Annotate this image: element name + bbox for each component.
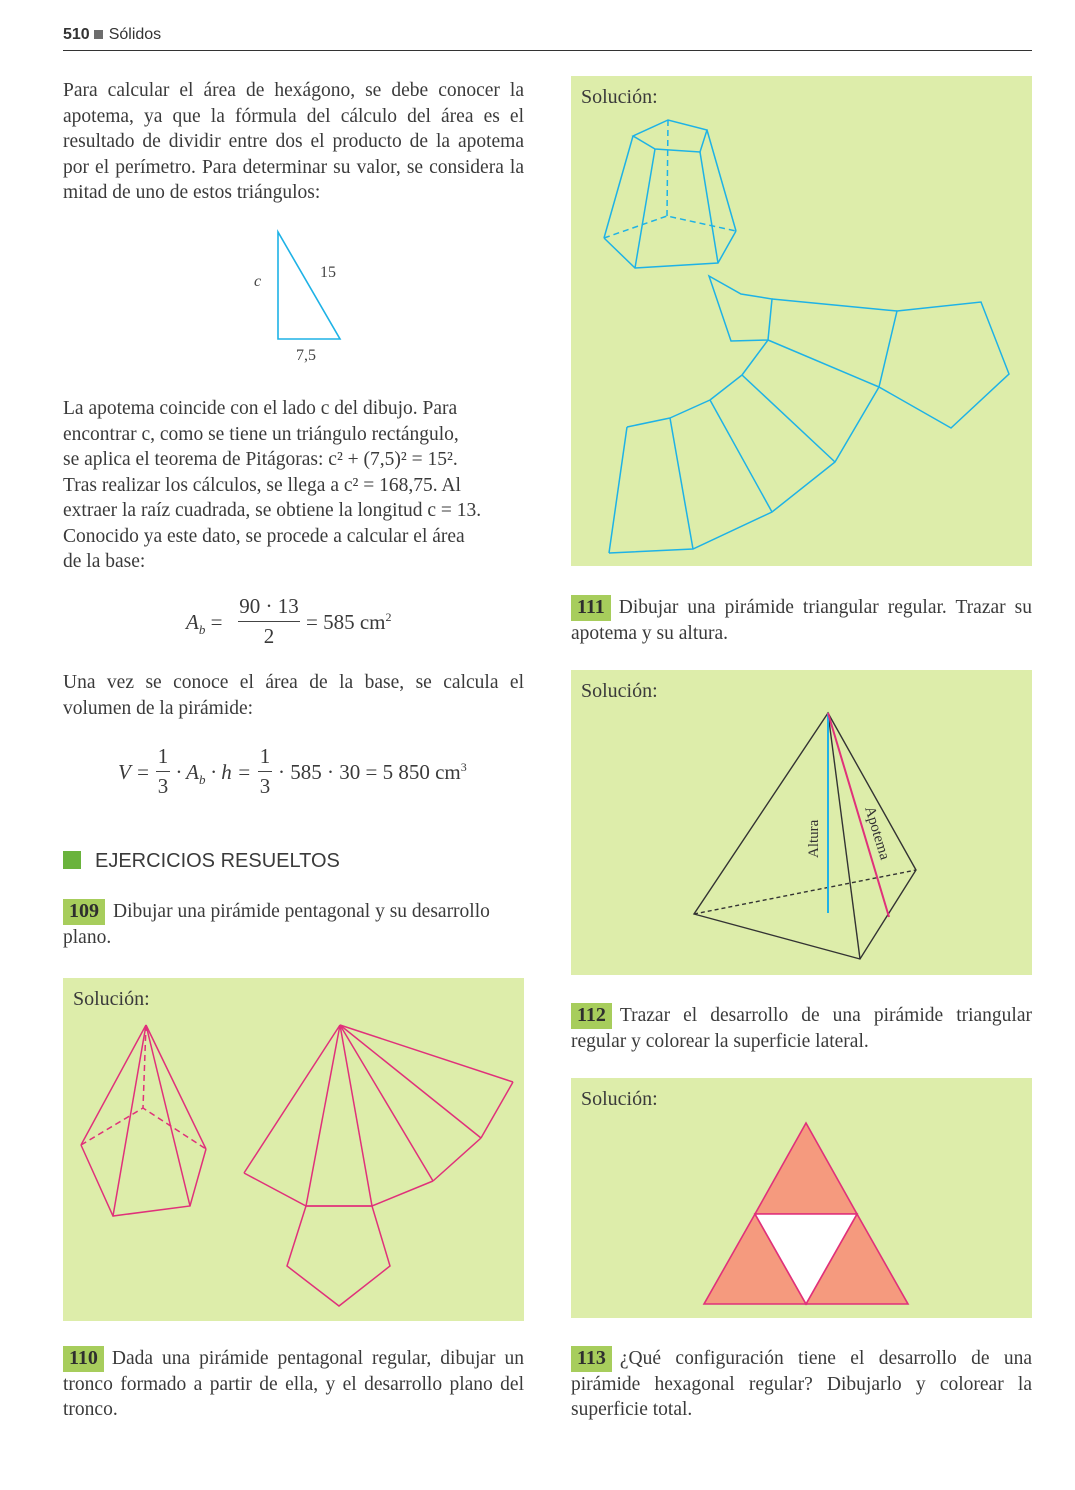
net-large-pentagon <box>879 302 1009 428</box>
formula-numerator: 90 · 13 <box>239 594 299 618</box>
pyramid-edge <box>146 1025 206 1149</box>
solution-box-111 <box>571 670 1032 975</box>
formula-one: 1 <box>259 744 271 768</box>
formula-volume <box>118 744 498 804</box>
paragraph-line: encontrar c, como se tiene un triángulo rectángulo, <box>63 423 459 445</box>
altura-label: Altura <box>806 819 822 858</box>
frustum-edge <box>635 149 655 268</box>
fraction-bar <box>156 771 170 772</box>
exercise-112 <box>571 1003 1032 1054</box>
triangular-net-figure <box>571 1078 1032 1318</box>
paragraph-pitagoras <box>63 396 524 575</box>
net-edge <box>710 375 742 400</box>
formula-sup: 3 <box>460 760 467 774</box>
page-number: 510 <box>63 26 90 43</box>
formula-v: V = <box>118 760 150 784</box>
net-edge <box>627 418 670 427</box>
paragraph-line: Conocido ya este dato, se procede a calcular el área <box>63 525 465 547</box>
triangle-label-hyp: 15 <box>320 264 336 281</box>
frustum-edge-hidden <box>667 120 668 216</box>
pyramid-hidden-edge <box>694 870 916 914</box>
exercise-number-badge: 113 <box>571 1346 612 1372</box>
net-outer-edge <box>433 1138 481 1181</box>
intro-paragraph: Para calcular el área de hexágono, se debe conocer la apotema, ya que la fórmula del cálculo del área es el resultado de dividir entre dos el producto de la apotema por el perímetro. Para determinar su valor, se considera la mitad de uno de estos triángulos: <box>63 80 524 203</box>
pyramid-edge <box>113 1025 146 1216</box>
right-triangle-figure <box>240 222 370 367</box>
formula-lhs: A <box>186 610 199 634</box>
pyramid-edge <box>146 1025 190 1206</box>
net-edge <box>670 400 710 418</box>
frustum-base-hidden <box>604 216 736 238</box>
formula-three: 3 <box>157 774 169 798</box>
net-edge <box>340 1025 481 1138</box>
exercise-number-badge: 109 <box>63 899 105 925</box>
net-edge <box>609 427 627 553</box>
pyramid-base-visible <box>81 1145 206 1216</box>
paragraph-line: Tras realizar los cálculos, se llega a c² = 168,75. Al <box>63 474 461 496</box>
section-title <box>63 850 340 873</box>
page-header <box>63 26 1032 51</box>
pyramid-base-hidden <box>81 1108 206 1149</box>
solution-box-112 <box>571 1078 1032 1318</box>
net-edge <box>768 340 879 387</box>
formula-sub: b <box>198 622 206 638</box>
formula-denominator: 2 <box>263 624 275 648</box>
header-section: Sólidos <box>108 26 162 43</box>
exercise-109 <box>63 899 524 950</box>
net-edge <box>772 299 897 311</box>
net-edge <box>710 400 772 512</box>
fraction-bar <box>238 621 300 622</box>
exercise-number-badge: 112 <box>571 1003 612 1029</box>
exercise-text: Dibujar una pirámide pentagonal y su desarrollo plano. <box>63 901 490 948</box>
formula-base-area: $A_b$ = 90 · 13 2 = 585 $cm^2$ <box>186 594 392 648</box>
pyramid-front-edge <box>828 713 860 959</box>
exercise-110 <box>63 1346 524 1423</box>
formula-mid: · A <box>176 760 199 784</box>
formula-three: 3 <box>259 774 271 798</box>
solution-label: Solución: <box>581 1088 658 1110</box>
right-triangle <box>278 232 340 339</box>
formula-sub: b <box>198 772 206 788</box>
formula-one: 1 <box>157 744 169 768</box>
paragraph-line: de la base: <box>63 551 146 572</box>
net-edge <box>742 340 768 375</box>
net-edge <box>742 375 835 462</box>
exercise-111 <box>571 595 1032 646</box>
solution-label: Solución: <box>581 86 658 108</box>
exercise-113 <box>571 1346 1032 1423</box>
header-square-icon <box>94 30 103 39</box>
triangular-pyramid-figure <box>571 670 1032 975</box>
net-edge <box>670 418 693 549</box>
exercise-text: ¿Qué configuración tiene el desarrollo de una pirámide hexagonal regular? Dibujarlo y colorear la superficie total. <box>571 1348 1032 1420</box>
solution-label: Solución: <box>581 680 658 702</box>
formula-end: · 585 · 30 = 5 850 cm <box>278 760 461 784</box>
solution-box-109 <box>63 978 524 1321</box>
net-lateral-face-top <box>755 1123 857 1214</box>
frustum-top-face <box>633 120 707 152</box>
exercise-text: Trazar el desarrollo de una pirámide triangular regular y colorear la superficie lateral. <box>571 1005 1032 1052</box>
section-square-icon <box>63 851 81 869</box>
net-edge <box>340 1025 513 1082</box>
net-outer-edge <box>244 1173 433 1206</box>
triangle-label-base: 7,5 <box>296 347 316 364</box>
exercise-text: Dibujar una pirámide triangular regular. Trazar su apotema y su altura. <box>571 597 1032 644</box>
paragraph-line: se aplica el teorema de Pitágoras: c² + (7,5)² = 15². <box>63 449 458 470</box>
net-small-pentagon <box>709 276 772 341</box>
exercise-number-badge: 111 <box>571 595 611 621</box>
net-outer-edge <box>481 1082 513 1138</box>
frustum-edge <box>604 136 633 238</box>
section-title-text: EJERCICIOS RESUELTOS <box>95 850 340 872</box>
triangle-label-c: c <box>254 273 262 290</box>
solution-label: Solución: <box>73 988 150 1010</box>
solution-box-110 <box>571 76 1032 566</box>
formula-mid2: · h = <box>210 760 252 784</box>
pentagonal-pyramid-figure <box>63 978 524 1321</box>
exercise-text: Dada una pirámide pentagonal regular, dibujar un tronco formado a partir de ella, y el desarrollo plano del tronco. <box>63 1348 524 1420</box>
paragraph-line: extraer la raíz cuadrada, se obtiene la longitud c = 13. <box>63 500 482 521</box>
net-outer-arc <box>609 387 879 553</box>
paragraph-line: La apotema coincide con el lado c del dibujo. Para <box>63 398 458 419</box>
formula-sup: 2 <box>385 610 392 624</box>
apotema-label: Apotema <box>861 804 893 862</box>
exercise-number-badge: 110 <box>63 1346 104 1372</box>
net-base-pentagon <box>287 1206 390 1306</box>
formula-result: = 585 cm <box>306 610 386 634</box>
frustum-edge <box>700 152 718 263</box>
frustum-figure <box>571 76 1032 566</box>
paragraph-volume: Una vez se conoce el área de la base, se calcula el volumen de la pirámide: <box>63 672 524 719</box>
fraction-bar <box>258 771 272 772</box>
frustum-edge <box>707 130 736 231</box>
